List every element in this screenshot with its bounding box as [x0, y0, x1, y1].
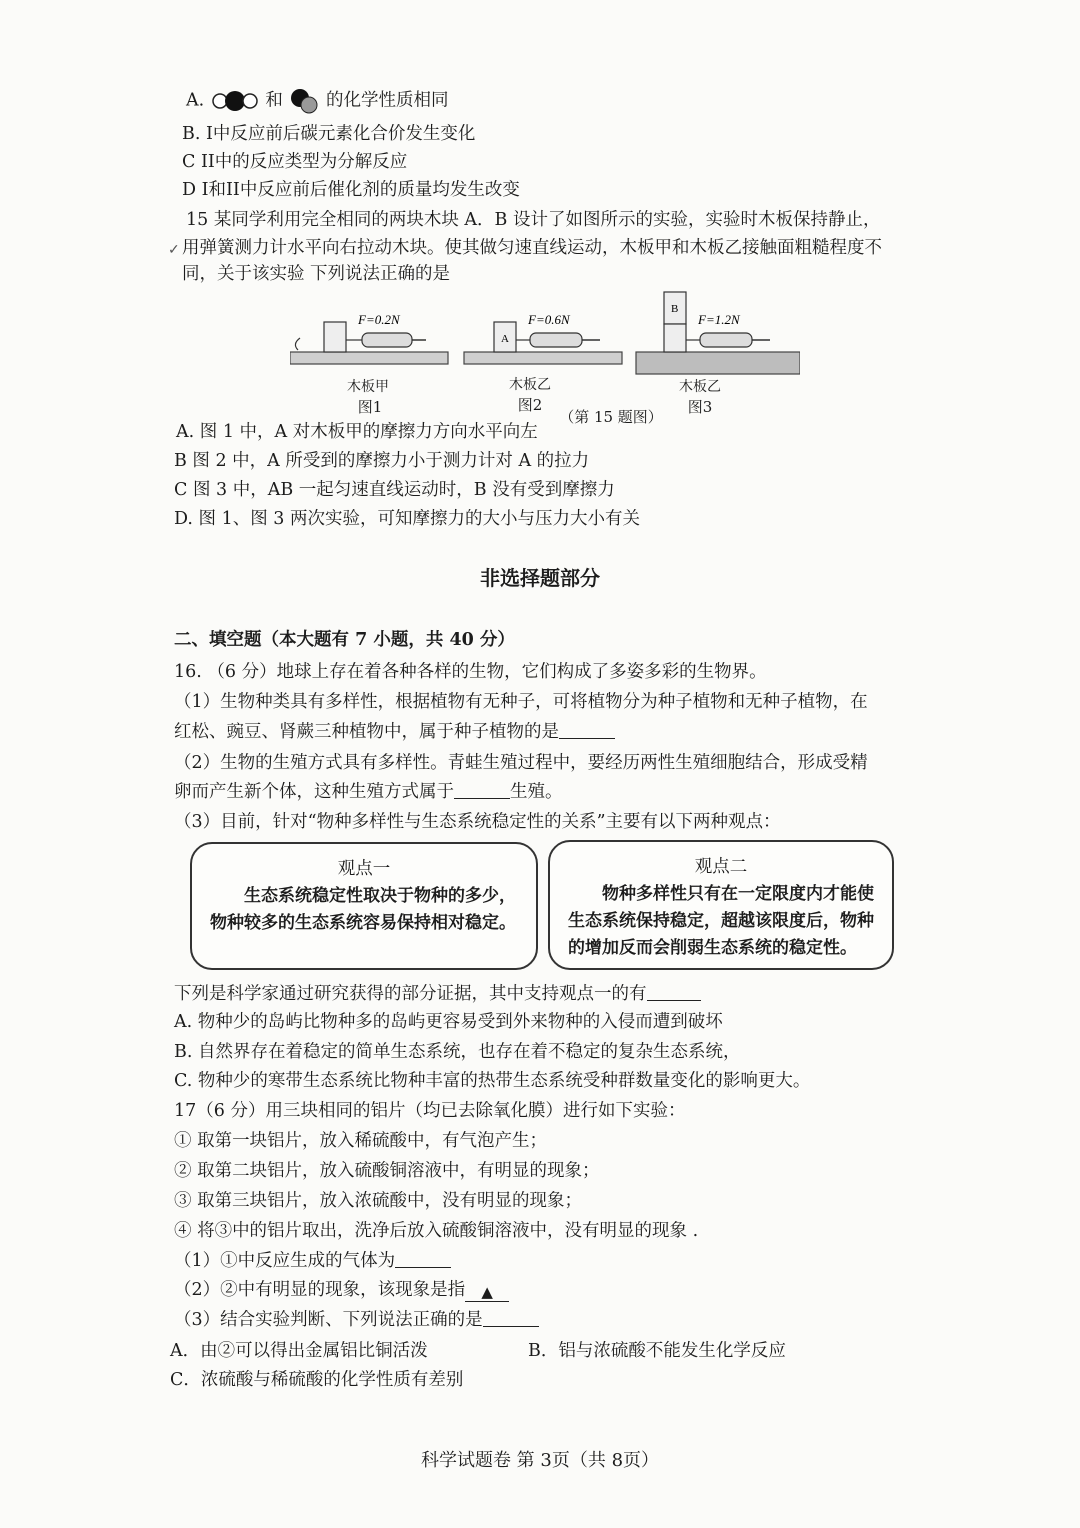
q17-option-c: C．浓硫酸与稀硫酸的化学性质有差别 — [170, 1370, 464, 1390]
fig1-board-caption: 木板甲 — [347, 379, 389, 395]
fig2-board — [464, 352, 622, 364]
fig2-block-a-label: A — [501, 333, 509, 345]
fig2-board-caption: 木板乙 — [509, 377, 551, 393]
section2-header: 二、填空题（本大题有 7 小题，共 40 分） — [174, 630, 515, 650]
q17-step2: ② 取第二块铝片，放入硫酸铜溶液中，有明显的现象； — [174, 1161, 600, 1181]
q16-part3: （3）目前，针对“物种多样性与生态系统稳定性的关系”主要有以下两种观点： — [174, 812, 781, 832]
q16-part1-blank[interactable] — [559, 720, 615, 739]
q17-part1-blank[interactable] — [395, 1249, 451, 1268]
fig2-diagram — [464, 312, 622, 364]
fig1-block-a — [324, 322, 346, 352]
q16-part2-blank[interactable] — [454, 780, 510, 799]
fig-caption: （第 15 题图） — [559, 408, 663, 426]
q15-option-a: A. 图 1 中，A 对木板甲的摩擦力方向水平向左 — [176, 422, 538, 442]
q16-evidence-text: 下列是科学家通过研究获得的部分证据，其中支持观点一的有 — [174, 984, 647, 1004]
q15-stem-line-1: 15 某同学利用完全相同的两块木块 A．B 设计了如图所示的实验，实验时木板保持静止， — [186, 210, 881, 230]
fig3-label: 图3 — [687, 398, 713, 416]
fig1-force-label: F=0.2N — [358, 312, 400, 327]
fig1-board — [290, 352, 448, 364]
fig3-diagram — [636, 292, 800, 374]
q14-option-a-and: 和 — [265, 90, 283, 111]
fig2-force-label: F=0.6N — [528, 312, 570, 327]
q17-part2-blank[interactable]: ▲ — [465, 1283, 509, 1302]
q14-option-c: C II中的反应类型为分解反应 — [182, 152, 408, 172]
q17-part1 — [174, 1249, 451, 1273]
q15-figure — [290, 288, 800, 388]
q14-option-b: B. I中反应前后碳元素化合价发生变化 — [182, 124, 476, 144]
q17-option-b: B．铝与浓硫酸不能发生化学反应 — [528, 1341, 786, 1361]
view-two-body: 物种多样性只有在一定限度内才能使生态系统保持稳定，超越该限度后，物种的增加反而会削弱生态系统的稳定性。 — [568, 884, 874, 958]
fig3-block-a — [664, 324, 686, 352]
molecule-co2-icon — [210, 86, 260, 116]
fig1-diagram — [290, 312, 448, 364]
molecule-co-icon — [288, 86, 320, 116]
q15-option-b: B 图 2 中，A 所受到的摩擦力小于测力计对 A 的拉力 — [174, 451, 590, 471]
q15-stem-line-3: 同，关于该实验 下列说法正确的是 — [182, 264, 451, 284]
fig1-label: 图1 — [357, 398, 383, 416]
margin-check-mark: ✓ — [168, 242, 180, 258]
q17-part3 — [174, 1308, 539, 1332]
q16-part1-line1: （1）生物种类具有多样性，根据植物有无种子，可将植物分为种子植物和无种子植物，在 — [174, 692, 868, 712]
fig3-board-caption: 木板乙 — [679, 379, 721, 395]
q16-part1-text: 红松、豌豆、肾蕨三种植物中，属于种子植物的是 — [174, 722, 559, 742]
q16-part2-line1: （2）生物的生殖方式具有多样性。青蛙生殖过程中，要经历两性生殖细胞结合，形成受精 — [174, 753, 868, 773]
q16-part3-blank[interactable] — [647, 982, 701, 1001]
q17-part2-text: （2）②中有明显的现象，该现象是指 — [174, 1280, 466, 1300]
q17-step1: ① 取第一块铝片，放入稀硫酸中，有气泡产生； — [174, 1131, 548, 1151]
q16-evidence-a: A. 物种少的岛屿比物种多的岛屿更容易受到外来物种的入侵而遭到破坏 — [174, 1012, 723, 1032]
q15-option-c: C 图 3 中，AB 一起匀速直线运动时，B 没有受到摩擦力 — [174, 480, 615, 500]
section-title: 非选择题部分 — [480, 566, 600, 590]
fig3-block-b-label: B — [671, 303, 679, 315]
q16-stem: 16. （6 分）地球上存在着各种各样的生物，它们构成了多姿多彩的生物界。 — [174, 662, 767, 682]
fig2-spring-scale — [530, 333, 582, 347]
fig3-board — [636, 352, 800, 374]
q17-part3-text: （3）结合实验判断、下列说法正确的是 — [174, 1310, 483, 1330]
q14-option-a-text: 的化学性质相同 — [326, 90, 449, 111]
fig3-force-label: F=1.2N — [698, 312, 740, 327]
q16-part2-text: 卵而产生新个体，这种生殖方式属于 — [174, 782, 454, 802]
view-one-title: 观点一 — [337, 859, 391, 879]
q16-evidence-c: C. 物种少的寒带生态系统比物种丰富的热带生态系统受种群数量变化的影响更大。 — [174, 1071, 811, 1091]
q14-option-a-letter: A. — [186, 90, 205, 111]
q16-part2-line2 — [174, 780, 563, 804]
q17-option-a: A．由②可以得出金属铝比铜活泼 — [170, 1341, 428, 1361]
view-one-box — [190, 842, 538, 970]
view-two-title: 观点二 — [694, 857, 748, 877]
q17-step3: ③ 取第三块铝片，放入浓硫酸中，没有明显的现象； — [174, 1191, 583, 1211]
q17-part3-blank[interactable] — [483, 1308, 539, 1327]
q15-option-d: D. 图 1、图 3 两次实验，可知摩擦力的大小与压力大小有关 — [174, 509, 640, 529]
fig2-label: 图2 — [517, 396, 543, 414]
page-footer: 科学试题卷 第 3页（共 8页） — [420, 1450, 660, 1471]
view-one-body: 生态系统稳定性取决于物种的多少，物种较多的生态系统容易保持相对稳定。 — [210, 886, 516, 933]
fig3-spring-scale — [700, 333, 752, 347]
view-two-box — [548, 840, 894, 970]
q17-stem: 17（6 分）用三块相同的铝片（均已去除氧化膜）进行如下实验： — [174, 1101, 686, 1121]
q17-part1-text: （1）①中反应生成的气体为 — [174, 1251, 396, 1271]
q14-option-d: D I和II中反应前后催化剂的质量均发生改变 — [182, 180, 520, 200]
q17-step4: ④ 将③中的铝片取出，洗净后放入硫酸铜溶液中，没有明显的现象 . — [174, 1221, 699, 1241]
q16-evidence-b: B. 自然界存在着稳定的简单生态系统，也存在着不稳定的复杂生态系统， — [174, 1042, 741, 1062]
q16-part1-line2 — [174, 720, 615, 744]
fig1-spring-scale — [362, 333, 412, 347]
q15-stem-line-2: 用弹簧测力计水平向右拉动木块。使其做匀速直线运动，木板甲和木板乙接触面粗糙程度不 — [182, 238, 882, 258]
q16-evidence-intro — [174, 982, 701, 1006]
q16-part2-suffix: 生殖。 — [510, 782, 563, 802]
q17-part2 — [174, 1278, 509, 1302]
q14-option-a — [186, 86, 449, 116]
